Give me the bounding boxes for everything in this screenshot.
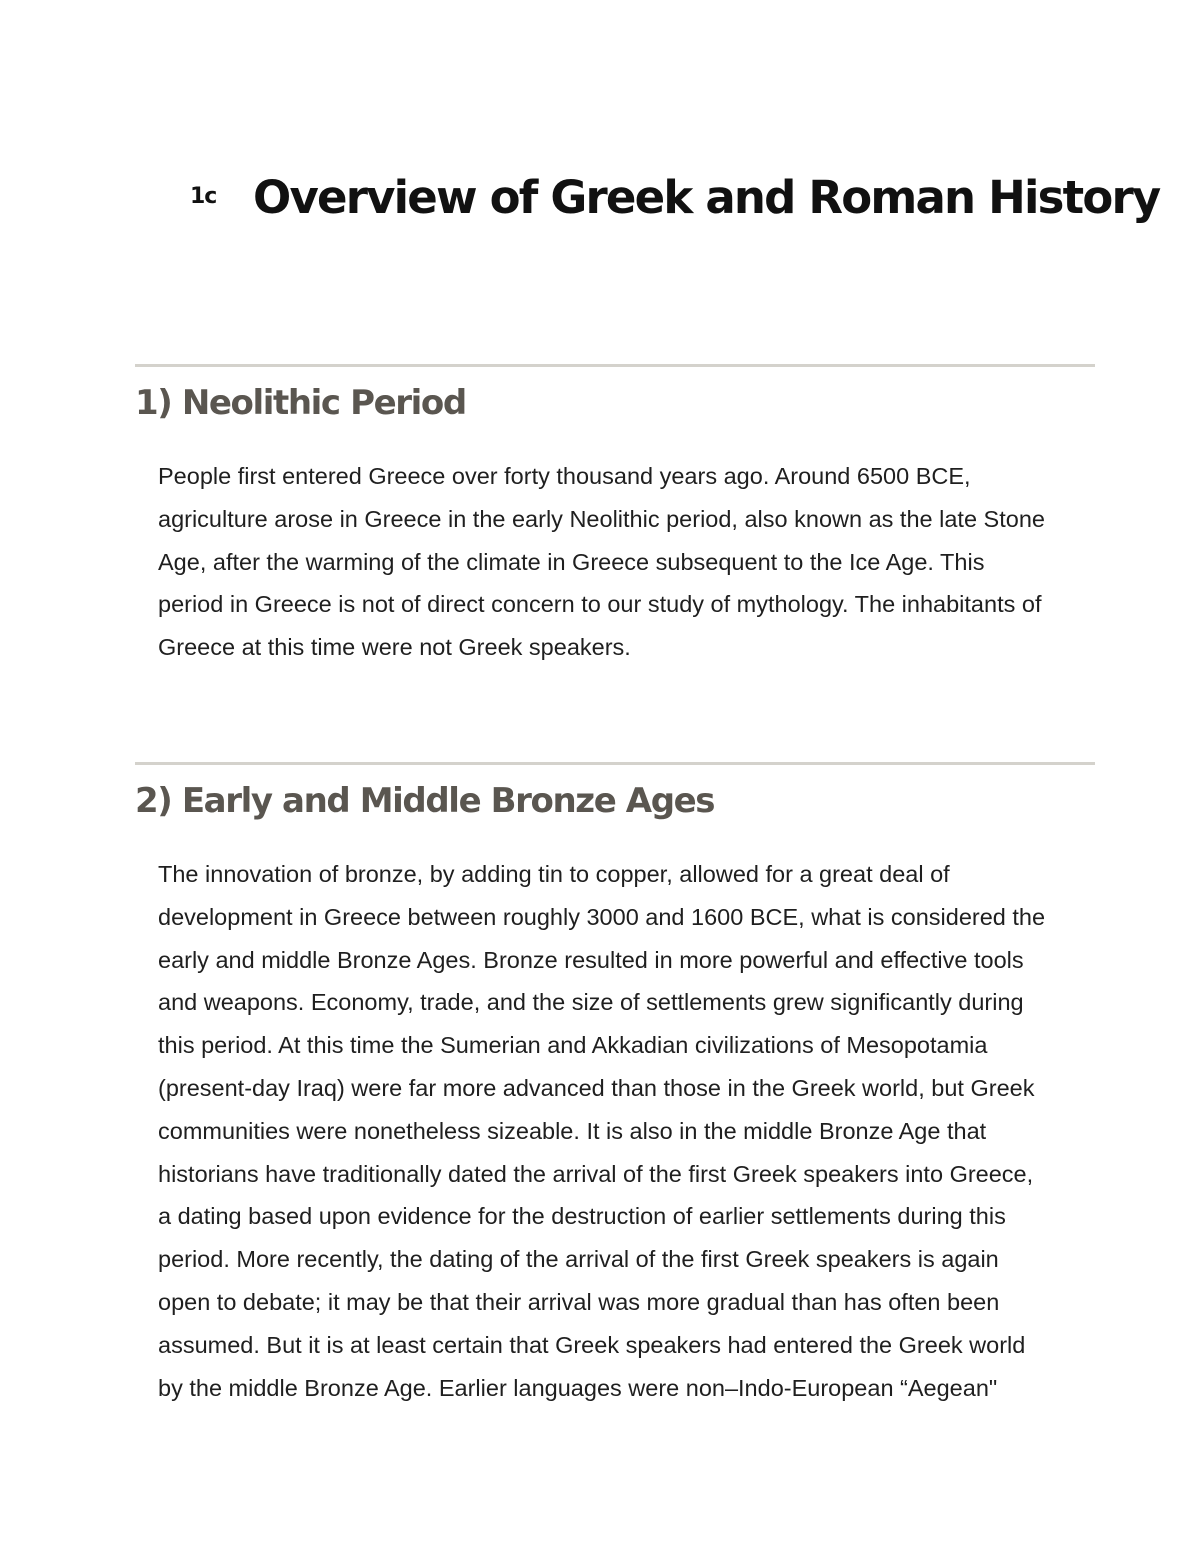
document-header (190, 168, 1160, 238)
section-divider (135, 762, 1095, 765)
section-heading: 1) Neolithic Period (135, 383, 466, 423)
chapter-number: 1c (190, 184, 217, 209)
section-divider (135, 364, 1095, 367)
section-neolithic-period (135, 364, 1095, 669)
page-title: Overview of Greek and Roman History (253, 171, 1160, 224)
section-body-text: The innovation of bronze, by adding tin to copper, allowed for a great deal of development in Greece between roughly 3000 and 1600 BCE, what is considered the early and middle Bronze Ages. Bronze resulted in more powerful and effective tools and weapons. Economy, trade, and the size of settlements grew significantly during this period. At this time the Sumerian and Akkadian civilizations of Mesopotamia (present-day Iraq) were far more advanced than those in the Greek world, but Greek communities were nonetheless sizeable. It is also in the middle Bronze Age that historians have traditionally dated the arrival of the first Greek speakers into Greece, a dating based upon evidence for the destruction of earlier settlements during this period. More recently, the dating of the arrival of the first Greek speakers is again open to debate; it may be that their arrival was more gradual than has often been assumed. But it is at least certain that Greek speakers had entered the Greek world by the middle Bronze Age. Earlier languages were non–Indo-European “Aegean" (158, 861, 1046, 1401)
section-body-text: People first entered Greece over forty thousand years ago. Around 6500 BCE, agriculture arose in Greece in the early Neolithic period, also known as the late Stone Age, after the warming of the climate in Greece subsequent to the Ice Age. This period in Greece is not of direct concern to our study of mythology. The inhabitants of Greece at this time were not Greek speakers. (158, 463, 1045, 661)
section-early-middle-bronze-ages (135, 762, 1095, 1409)
section-heading: 2) Early and Middle Bronze Ages (135, 781, 715, 821)
